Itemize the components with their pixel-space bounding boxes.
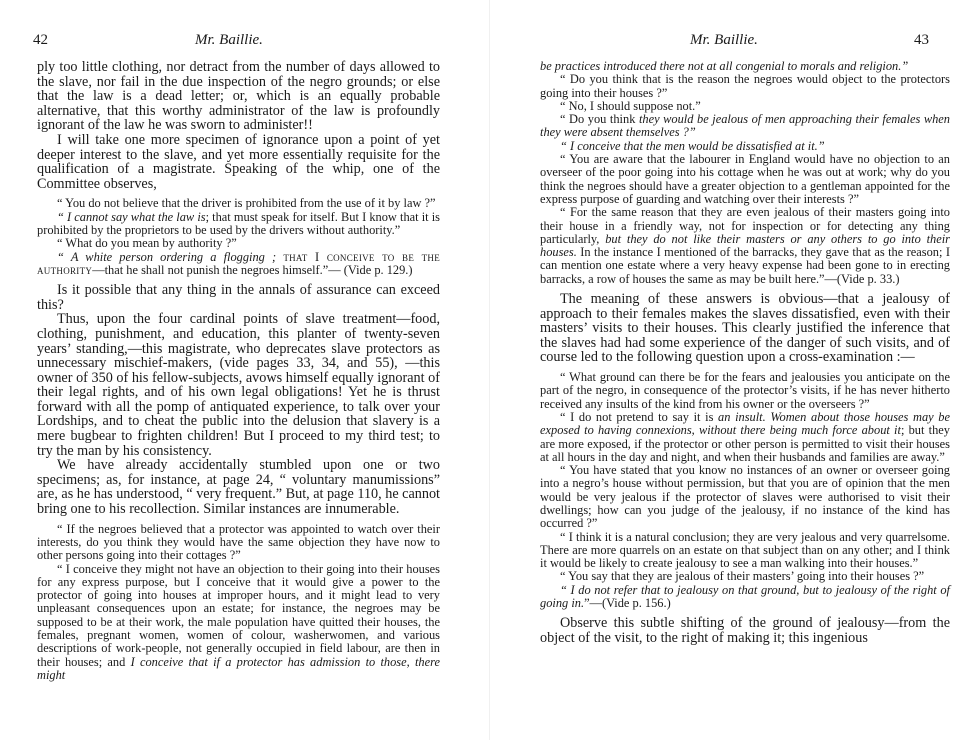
quote: [540, 584, 950, 611]
quote: [37, 251, 440, 278]
quote: [37, 563, 440, 683]
paragraph: Is it possible that any thing in the annals of assurance can exceed this?: [37, 282, 440, 313]
page-number: 42: [33, 32, 48, 48]
quote-italic: “ A white person ordering a flogging ;: [57, 249, 277, 264]
quote: “ I think it is a natural conclusion; they are very jealous and very quarrelsome. There are more quarrels on an estate on that subject than on any other; and I think it would be likely to create jealousy to see a man walking into their houses.”: [540, 529, 950, 571]
quote: “ You do not believe that the driver is prohibited from the use of it by law ?”: [57, 196, 436, 211]
quote: “ What do you mean by authority ?”: [57, 236, 237, 251]
right-page: [490, 0, 980, 740]
quote: [540, 411, 950, 464]
quote-text: ”—(Vide p. 156.): [584, 596, 671, 611]
paragraph: I will take one more specimen of ignorance upon a point of yet deeper interest to the slave, and yet more essentially requisite for the qualification of a magistrate. Speaking of the whip, one of the Committee observes,: [37, 131, 440, 192]
quote-text: —that he shall not punish the negroes himself.”— (Vide p. 129.): [92, 262, 413, 277]
text-column: [540, 60, 950, 646]
running-head: Mr. Baillie.: [690, 32, 758, 48]
quote: “ Do you think that is the reason the negroes would object to the protectors going into their houses ?”: [540, 72, 950, 100]
quote-italic: they would be jealous of men approaching their females when they were absent themselves ?”: [540, 112, 950, 140]
quote-italic: be practices introduced there not at all congenial to morals and religion.”: [540, 59, 909, 73]
paragraph: Observe this subtle shifting of the ground of jealousy—from the object of the visit, to the right of making it; this ingenious: [540, 615, 950, 646]
quote-italic: but they do not like their masters or any others to go into their houses.: [540, 231, 950, 260]
quote-italic: “ I conceive that the men would be dissatisfied at it.”: [560, 138, 825, 153]
quote-italic: “ I do not refer that to jealousy on that ground, but to jealousy of the right of going in.: [540, 582, 950, 611]
quote: “ No, I should suppose not.”: [560, 98, 701, 113]
quote: [540, 60, 950, 73]
quote: “ What ground can there be for the fears and jealousies you anticipate on the part of the negro, in consequence of the protector’s visits, if he has never hitherto received any insults of the kind from his owner or the overseers ?”: [540, 370, 950, 411]
paragraph: Thus, upon the four cardinal points of slave treatment—food, clothing, punishment, and education, this planter of twenty-seven years’ standing,—this magistrate, who deprecates slave protectors as unnecessary mischief-makers, (vide pages 33, 34, and 55), —this owner of 350 of his fellow-subjects, avows himself equally ignorant of their legal rights, and of his own legal obligations! Yet he is thrust forward with all the pomp of antiquated experience, to talk over your Lordships, and to cheat the public into the delusion that slavery is a mere bugbear to frighten children! But I proceed to my third test; to try the man by his consistency.: [37, 311, 440, 459]
quote-text: ; but they are more exposed, if the protector or other person is permitted to visit their houses at all hours in the day and night, and when their husbands and families are away.”: [540, 423, 950, 464]
quote-text: “ For the same reason that they are even jealous of their masters going into their house in a friendly way, not for inspection or for detecting any thing particularly,: [540, 205, 950, 246]
running-head: Mr. Baillie.: [195, 32, 263, 48]
quote-italic: I conceive that if a protector has admission to those, there might: [37, 654, 440, 682]
quote: “ You have stated that you know no instances of an owner or overseer going into a negro’s house without permission, but that you are of opinion that the men would be very jealous if the protector of slaves were authorised to visit their dwellings; how can you judge of the jealousy, if no instance of the kind has occurred ?”: [540, 463, 950, 531]
quote: [540, 206, 950, 286]
paragraph: The meaning of these answers is obvious—that a jealousy of approach to their females makes the slaves dissatisfied, even with their masters’ visits to their houses. This clearly justified the inference that the slaves had had some experience of the danger of such visits, and of course led to the following question upon a cross-examination :—: [540, 291, 950, 366]
page-number: 43: [914, 32, 929, 48]
quote: [540, 113, 950, 140]
quote-text: “ I do not pretend to say it is: [560, 409, 714, 424]
quote: “ If the negroes believed that a protector was appointed to watch over their interests, do you think they would have the same objection they have now to other persons going into their cottages ?”: [37, 521, 440, 563]
quote: “ You are aware that the labourer in England would have no objection to an overseer of the poor going into his cottage when he was out at work; why do you think the negroes should have a greater objection to a gentleman appointed for the express purpose of guarding and watching over their interests ?”: [540, 152, 950, 206]
quote-text: ; that must speak for itself. But I know that it is prohibited by the proprietors to be used by the drivers without authority.”: [37, 209, 440, 237]
quote-italic: an insult. Women about those houses may be exposed to having connexions, without there being much force about it: [540, 409, 950, 438]
quote: [540, 140, 950, 153]
quote-text: “ I conceive they might not have an objection to their going into their houses for any express purpose, but I conceive that it would give a power to the protector of going into houses at improper hours, and it might lead to very unpleasant consequences upon an estate; for instance, the negroes may be supposed to be at their work, the male population have quitted their houses, the females, pregnant women, women of colour, washerwomen, and various descriptions of work-people, not generally occupied in field labour, are then in their houses; and: [37, 561, 440, 669]
quote-text: In the instance I mentioned of the barracks, they gave that as the reason; I can mention one estate where a very heavy expense had been gone to in erecting barracks, a row of houses the same as may be built here.”—(Vide p. 33.): [540, 245, 950, 286]
paragraph: ply too little clothing, nor detract from the number of days allowed to the slave, nor fail in the due inspection of the negro grounds; or else that the law is a dead letter; or, which is an equally probable alternative, that this worthy administrator of the law is profoundly ignorant of the law he was sworn to administer!!: [37, 59, 440, 134]
paragraph: We have already accidentally stumbled upon one or two specimens; as, for instance, at page 24, “ voluntary manumissions” are, as he has understood, “ very frequent.” But, at page 110, he cannot bring one to his recollection. Similar instances are innumerable.: [37, 457, 440, 518]
quote: [37, 211, 440, 238]
quote-small-caps: that I conceive to be the authority: [37, 249, 440, 277]
text-column: [37, 60, 440, 682]
quote: “ You say that they are jealous of their masters’ going into their houses ?”: [560, 569, 925, 584]
quote-italic: “ I cannot say what the law is: [57, 209, 206, 224]
quote-text: “ Do you think: [560, 112, 636, 127]
